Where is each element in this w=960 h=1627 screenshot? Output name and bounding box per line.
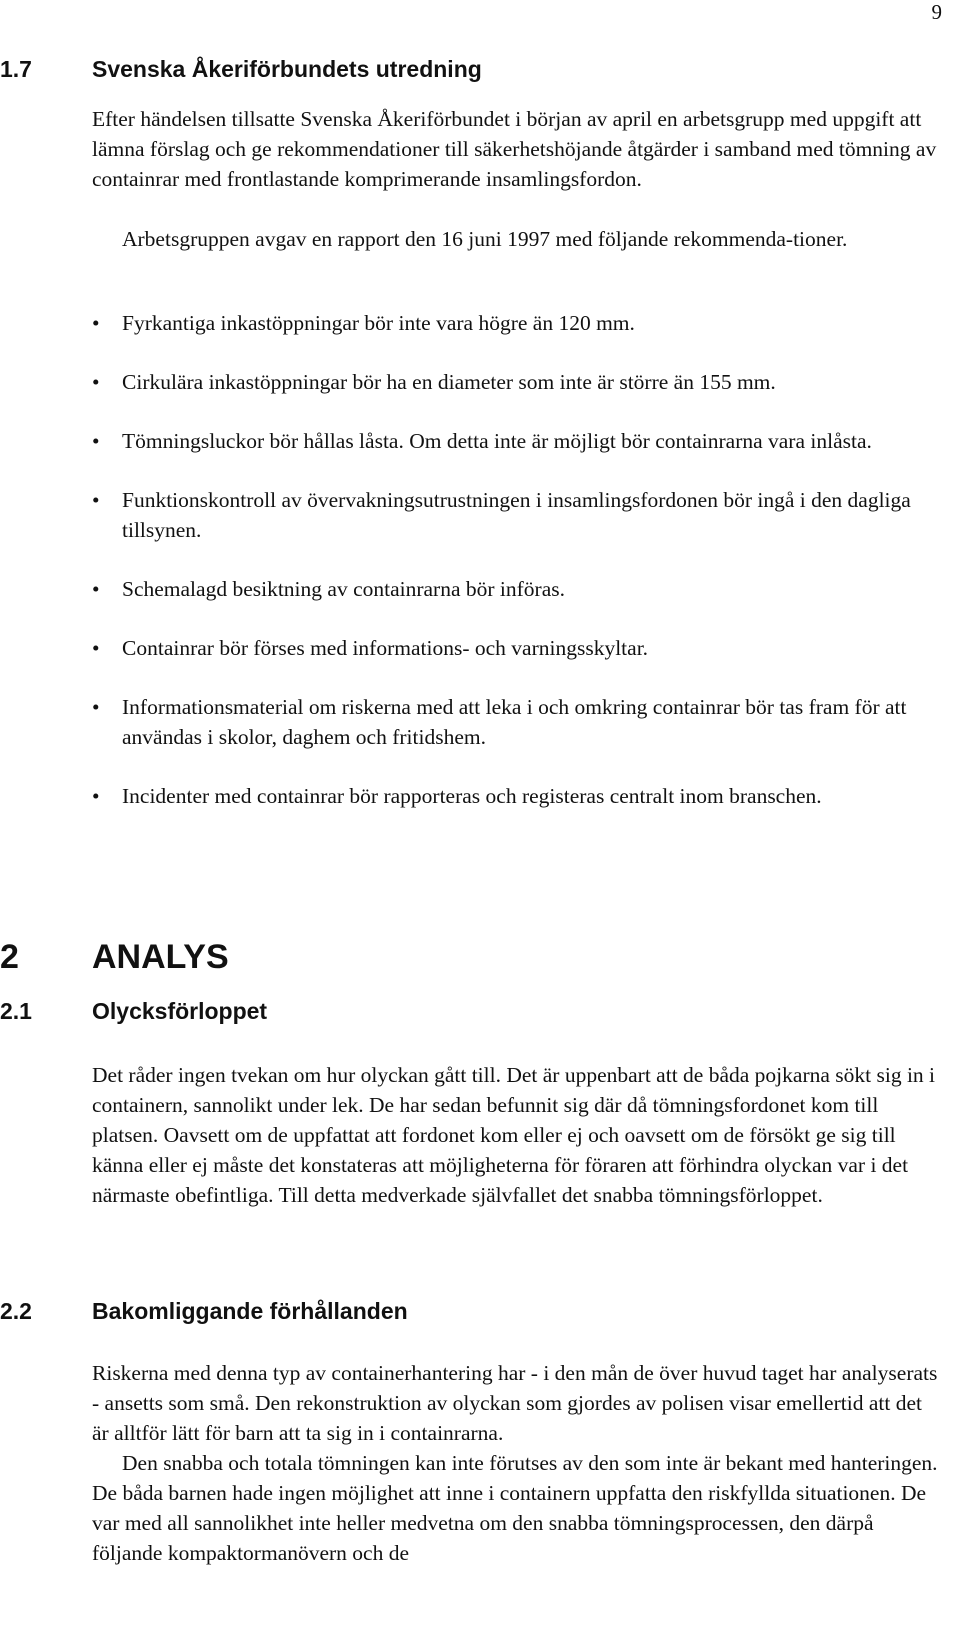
list-item: • Incidenter med containrar bör rapporteras och registeras centralt inom branschen.: [92, 781, 940, 811]
bullet-icon: •: [92, 784, 100, 808]
list-item: • Fyrkantiga inkastöppningar bör inte vara högre än 120 mm.: [92, 308, 940, 338]
chapter-number: 2: [0, 938, 19, 976]
page-number: 9: [931, 0, 942, 24]
section-title: Bakomliggande förhållanden: [92, 1298, 408, 1324]
bullet-icon: •: [92, 370, 100, 394]
list-item: • Informationsmaterial om riskerna med att leka i och omkring containrar bör tas fram för att användas i skolor, daghem och fritidshem.: [92, 692, 940, 752]
section-title: Svenska Åkeriförbundets utredning: [92, 56, 482, 82]
section-number: 1.7: [0, 56, 32, 82]
recommendation-list: [92, 308, 940, 840]
bullet-icon: •: [92, 488, 100, 512]
bullet-icon: •: [92, 577, 100, 601]
chapter-title: ANALYS: [92, 938, 229, 976]
bullet-icon: •: [92, 636, 100, 660]
list-item: • Containrar bör förses med informations- och varningsskyltar.: [92, 633, 940, 663]
section-2-1-paragraph: Det råder ingen tvekan om hur olyckan gått till. Det är uppenbart att de båda pojkarna sökt sig in i containern, sannolikt under lek. De har sedan befunnit sig där då tömningsfordonet kom till platsen. Oavsett om de uppfattat att fordonet kom eller ej och oavsett om de försökt ge sig till känna eller ej måste det konstateras att möjligheterna för föraren att förhindra olyckan var i det närmaste obefintliga. Till detta medverkade självfallet det snabba tömningsförloppet.: [92, 1063, 936, 1207]
section-2-2-paragraph-2: Den snabba och totala tömningen kan inte förutses av den som inte är bekant med hanteringen. De båda barnen hade ingen möjlighet att inne i containern uppfatta den riskfyllda situationen. De var med all sannolikhet inte heller medvetna om den snabba tömningsprocessen, den därpå följande kompaktormanövern och de: [92, 1451, 938, 1565]
bullet-icon: •: [92, 311, 100, 335]
section-2-2-paragraph-1: Riskerna med denna typ av containerhantering har - i den mån de över huvud taget har analyserats - ansetts som små. Den rekonstruktion av olyckan som gjordes av polisen visar emellertid att det är alltför lätt för barn att ta sig in i containrarna.: [92, 1361, 938, 1445]
bullet-icon: •: [92, 695, 100, 719]
section-1-7-paragraph-2: Arbetsgruppen avgav en rapport den 16 juni 1997 med följande rekommenda-tioner.: [122, 227, 848, 251]
section-number: 2.2: [0, 1298, 32, 1324]
bullet-icon: •: [92, 429, 100, 453]
section-number: 2.1: [0, 998, 32, 1024]
section-1-7-paragraph-1: Efter händelsen tillsatte Svenska Åkeriförbundet i början av april en arbetsgrupp med uppgift att lämna förslag och ge rekommendationer till säkerhetshöjande åtgärder i samband med tömning av containrar med frontlastande komprimerande insamlingsfordon.: [92, 107, 937, 191]
list-item: • Tömningsluckor bör hållas låsta. Om detta inte är möjligt bör containrarna vara inlåsta.: [92, 426, 940, 456]
list-item: • Funktionskontroll av övervakningsutrustningen i insamlingsfordonen bör ingå i den dagliga tillsynen.: [92, 485, 940, 545]
list-item: • Cirkulära inkastöppningar bör ha en diameter som inte är större än 155 mm.: [92, 367, 940, 397]
section-title: Olycksförloppet: [92, 998, 268, 1024]
list-item: • Schemalagd besiktning av containrarna bör införas.: [92, 574, 940, 604]
